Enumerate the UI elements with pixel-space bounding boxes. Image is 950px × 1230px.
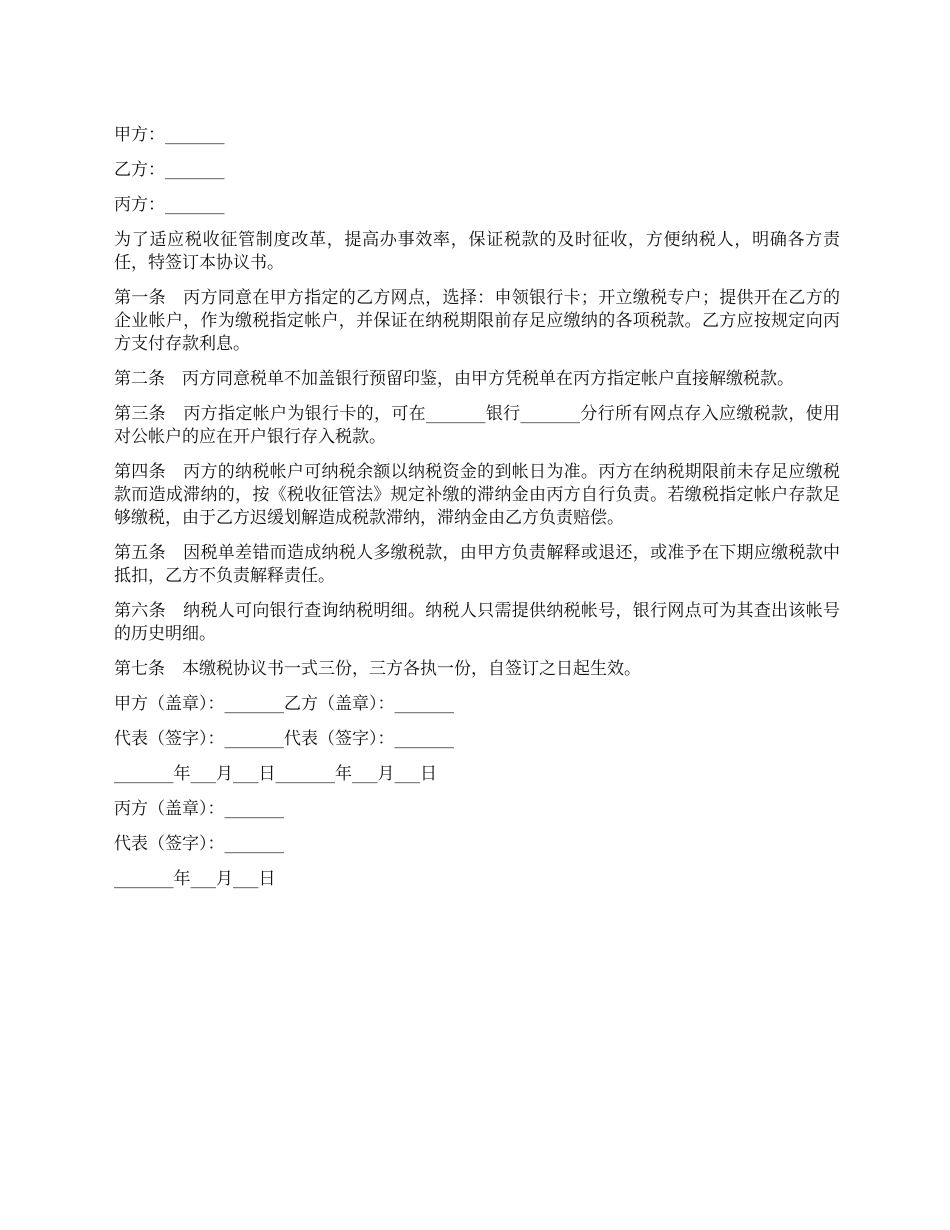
article-4: 第四条 丙方的纳税帐户可纳税余额以纳税资金的到帐日为准。丙方在纳税期限前未存足应缴税款而造成滞纳的，按《税收征管法》规定补缴的滞纳金由丙方自行负责。若缴税指定帐户存款足够缴税，由于乙方迟缓划解造成税款滞纳，滞纳金由乙方负责赔偿。 [114,462,840,528]
signature-c-seal: 丙方（盖章）：_______ [114,799,284,819]
intro-paragraph: 为了适应税收征管制度改革，提高办事效率，保证税款的及时征收，方便纳税人，明确各方责任，特签订本协议书。 [114,230,840,273]
signature-c-date: _______年___月___日 [114,869,276,889]
signature-ab-date: _______年___月___日_______年___月___日 [114,764,437,784]
article-3: 第三条 丙方指定帐户为银行卡的，可在_______银行_______分行所有网点存入应缴税款，使用对公帐户的应在开户银行存入税款。 [114,404,840,447]
article-2: 第二条 丙方同意税单不加盖银行预留印鉴，由甲方凭税单在丙方指定帐户直接解缴税款。 [114,369,794,389]
article-5: 第五条 因税单差错而造成纳税人多缴税款，由甲方负责解释或退还，或准予在下期应缴税款中抵扣，乙方不负责解释责任。 [114,543,840,586]
article-6: 第六条 纳税人可向银行查询纳税明细。纳税人只需提供纳税帐号，银行网点可为其查出该帐号的历史明细。 [114,601,840,644]
article-1: 第一条 丙方同意在甲方指定的乙方网点，选择：申领银行卡；开立缴税专户；提供开在乙方的企业帐户，作为缴税指定帐户，并保证在纳税期限前存足应缴纳的各项税款。乙方应按规定向丙方支付存款利息。 [114,288,840,354]
agreement-document [114,124,840,903]
signature-ab-seal: 甲方（盖章）：_______乙方（盖章）：_______ [114,694,454,714]
party-c-line: 丙方：_______ [114,195,225,215]
party-a-line: 甲方：_______ [114,125,225,145]
signature-ab-representative: 代表（签字）：_______代表（签字）：_______ [114,729,454,749]
article-7: 第七条 本缴税协议书一式三份，三方各执一份，自签订之日起生效。 [114,659,641,679]
party-b-line: 乙方：_______ [114,160,225,180]
signature-c-representative: 代表（签字）：_______ [114,834,284,854]
